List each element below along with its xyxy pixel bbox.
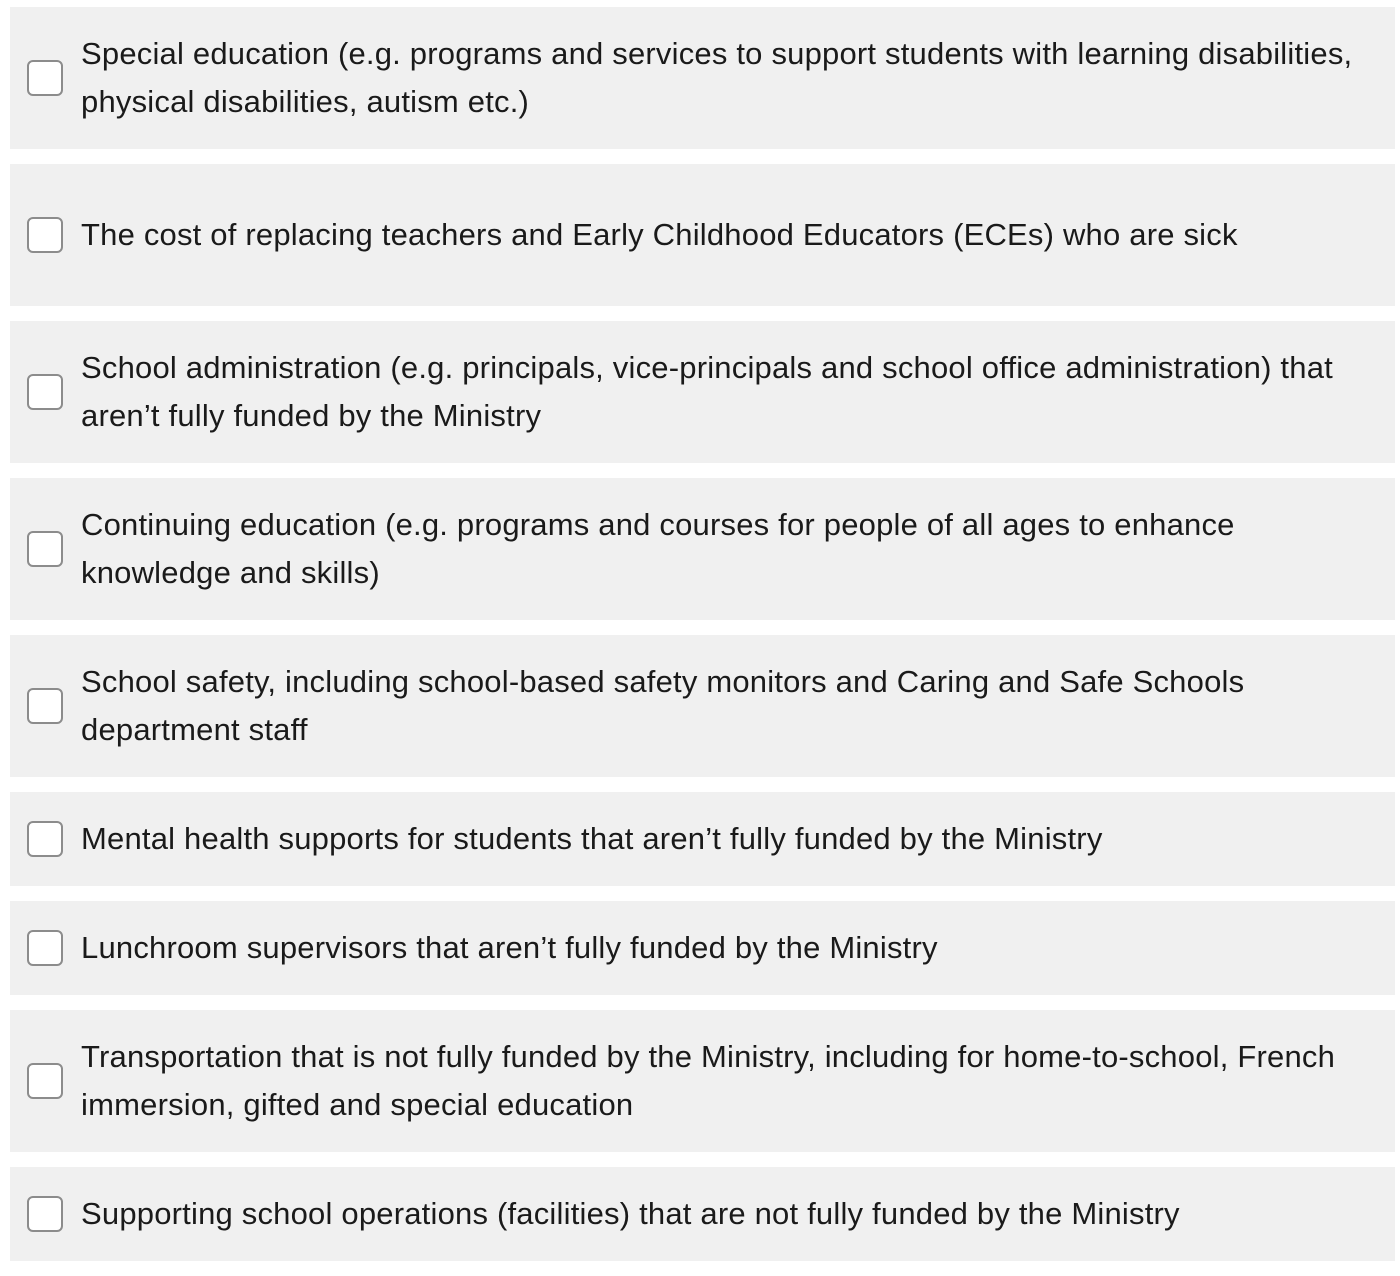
option-special-education[interactable]	[10, 7, 1395, 149]
checkbox[interactable]	[27, 217, 63, 253]
option-replacing-sick-staff[interactable]	[10, 164, 1395, 306]
option-lunchroom-supervisors[interactable]	[10, 901, 1395, 995]
checkbox-option-list	[10, 7, 1395, 1276]
checkbox[interactable]	[27, 930, 63, 966]
option-label: School safety, including school-based safety monitors and Caring and Safe Schools department staff	[81, 664, 1245, 747]
checkbox[interactable]	[27, 60, 63, 96]
option-transportation[interactable]	[10, 1010, 1395, 1152]
option-label: The cost of replacing teachers and Early Childhood Educators (ECEs) who are sick	[81, 217, 1238, 252]
option-mental-health[interactable]	[10, 792, 1395, 886]
option-school-safety[interactable]	[10, 635, 1395, 777]
option-label: Special education (e.g. programs and services to support students with learning disabilities, physical disabilities, autism etc.)	[81, 36, 1353, 119]
option-school-operations[interactable]	[10, 1167, 1395, 1261]
option-label: Continuing education (e.g. programs and courses for people of all ages to enhance knowledge and skills)	[81, 507, 1235, 590]
option-label: Mental health supports for students that aren’t fully funded by the Ministry	[81, 821, 1103, 856]
option-label: Lunchroom supervisors that aren’t fully funded by the Ministry	[81, 930, 938, 965]
option-label: Transportation that is not fully funded by the Ministry, including for home-to-school, French immersion, gifted and special education	[81, 1039, 1336, 1122]
checkbox[interactable]	[27, 531, 63, 567]
option-label: Supporting school operations (facilities) that are not fully funded by the Ministry	[81, 1196, 1180, 1231]
option-label: School administration (e.g. principals, vice-principals and school office administration) that aren’t fully funded by the Ministry	[81, 350, 1333, 433]
checkbox[interactable]	[27, 821, 63, 857]
checkbox[interactable]	[27, 1063, 63, 1099]
checkbox[interactable]	[27, 1196, 63, 1232]
checkbox[interactable]	[27, 688, 63, 724]
option-continuing-education[interactable]	[10, 478, 1395, 620]
option-school-administration[interactable]	[10, 321, 1395, 463]
checkbox[interactable]	[27, 374, 63, 410]
